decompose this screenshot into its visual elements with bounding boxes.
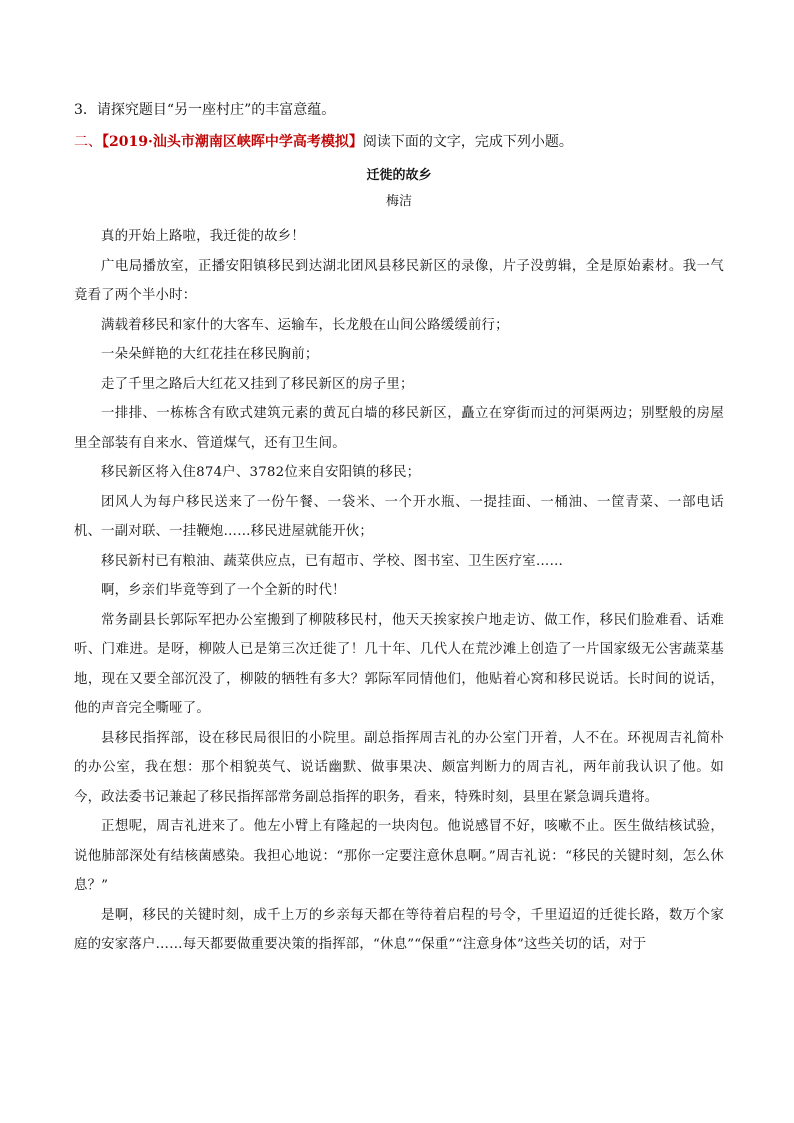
section-instruction: 阅读下面的文字，完成下列小题。 — [362, 134, 573, 150]
paragraph: 是啊，移民的关键时刻，成千上万的乡亲每天都在等待着启程的号令，千里迢迢的迁徙长路，数万个家庭的安家落户……每天都要做重要决策的指挥部，“休息”“保重”“注意身体”这些关切的话，对于 — [74, 907, 724, 952]
paragraph: 满载着移民和家什的大客车、运输车，长龙般在山间公路缓缓前行； — [101, 317, 509, 333]
paragraph: 真的开始上路啦，我迁徙的故乡！ — [101, 229, 305, 244]
section-source: 【2019·汕头市潮南区峡晖中学高考模拟】 — [102, 134, 363, 150]
paragraph: 移民新区将入住874户、3782位来自安阳镇的移民； — [101, 465, 421, 480]
paragraph: 常务副县长郭际军把办公室搬到了柳陂移民村，他天天挨家挨户地走访、做工作，移民们脸难看、话难听、门难进。是呀，柳陂人已是第三次迁徙了！几十年、几代人在荒沙滩上创造了一片国家级无公害蔬菜基地，现在又要全部沉没了，柳陂的牺牲有多大？郭际军同情他们，他贴着心窝和移民说话。长时间的说话，他的声音完全嘶哑了。 — [74, 612, 724, 716]
paragraph: 团风人为每户移民送来了一份午餐、一袋米、一个开水瓶、一提挂面、一桶油、一筐青菜、一部电话机、一副对联、一挂鞭炮……移民进屋就能开伙； — [74, 494, 724, 539]
paragraph: 广电局播放室，正播安阳镇移民到达湖北团风县移民新区的录像，片子没剪辑，全是原始素材。我一气竟看了两个半小时： — [74, 258, 724, 303]
section-number: 二、 — [74, 134, 102, 150]
article-title: 迁徙的故乡 — [366, 168, 432, 183]
paragraph: 移民新村已有粮油、蔬菜供应点，已有超市、学校、图书室、卫生医疗室…… — [101, 553, 564, 569]
paragraph: 正想呢，周吉礼进来了。他左小臂上有隆起的一块肉包。他说感冒不好，咳嗽不止。医生做结核试验，说他肺部深处有结核菌感染。我担心地说：“那你一定要注意休息啊。”周吉礼说：“移民的关键时刻，怎么休息？” — [74, 819, 724, 893]
paragraph: 走了千里之路后大红花又挂到了移民新区的房子里； — [101, 376, 414, 392]
article-body — [74, 222, 724, 960]
paragraph: 县移民指挥部，设在移民局很旧的小院里。副总指挥周吉礼的办公室门开着，人不在。环视周吉礼简朴的办公室，我在想：那个相貌英气、说话幽默、做事果决、颇富判断力的周吉礼，两年前我认识了他。如今，政法委书记兼起了移民指挥部常务副总指挥的职务，看来，特殊时刻，县里在紧急调兵遣将。 — [74, 730, 724, 805]
paragraph: 一排排、一栋栋含有欧式建筑元素的黄瓦白墙的移民新区，矗立在穿街而过的河渠两边；别墅般的房屋里全部装有自来水、管道煤气，还有卫生间。 — [74, 406, 724, 451]
paragraph: 一朵朵鲜艳的大红花挂在移民胸前； — [101, 347, 319, 362]
paragraph: 啊，乡亲们毕竟等到了一个全新的时代！ — [101, 583, 346, 598]
page-content — [74, 100, 724, 960]
article-author: 梅洁 — [385, 194, 412, 209]
section-heading — [74, 132, 724, 152]
question-3: 3．请探究题目“另一座村庄”的丰富意蕴。 — [74, 102, 336, 118]
